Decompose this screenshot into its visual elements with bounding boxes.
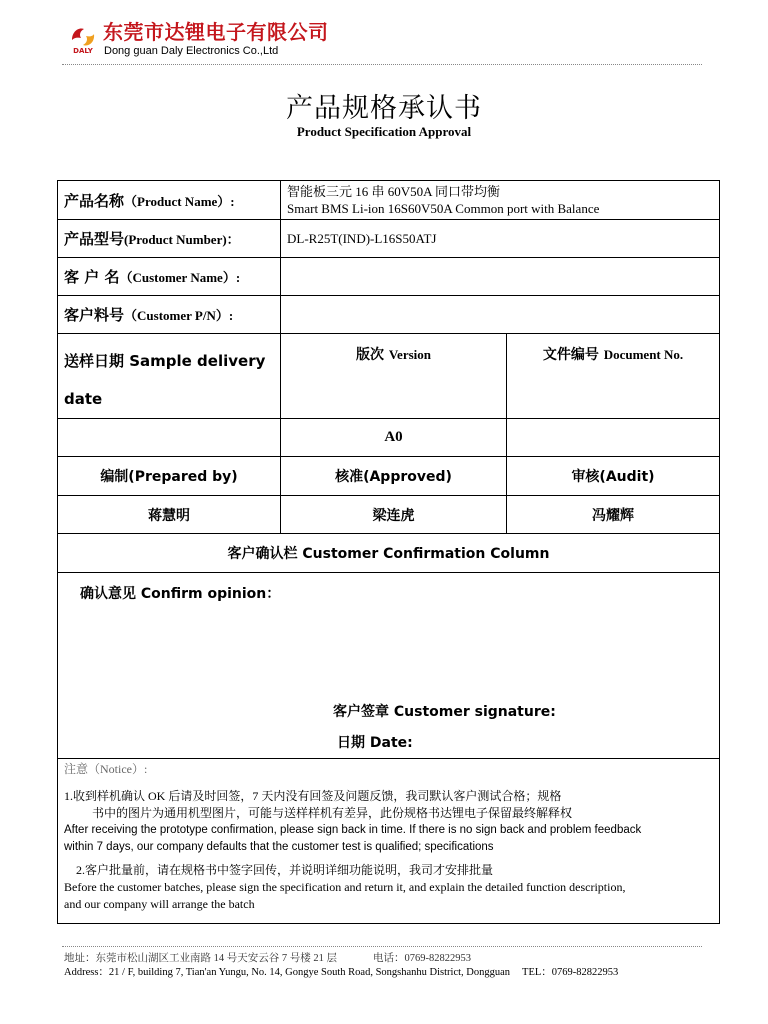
row-notice <box>58 759 720 924</box>
prepared-by-label: 编制(Prepared by) <box>58 457 281 496</box>
prepared-by-name: 蒋慧明 <box>58 496 281 534</box>
document-title-cn: 产品规格承认书 <box>286 93 482 124</box>
audit-label: 审核(Audit) <box>507 457 720 496</box>
row-product-name <box>58 181 720 220</box>
footer-address-en-text: Address：21 / F, building 7, Tian'an Yungu, No. 14, Gongye South Road, Songshanhu District, Dongguan <box>64 967 511 978</box>
row-signoff-names <box>58 496 720 534</box>
company-name-cn: 东莞市达锂电子有限公司 <box>103 20 329 44</box>
footer-address-en <box>64 964 618 979</box>
sample-delivery-label: 送样日期 Sample delivery date <box>58 334 281 419</box>
product-name-value: 智能板三元 16 串 60V50A 同口带均衡 Smart BMS Li-ion 16S60V50A Common port with Balance <box>281 181 720 220</box>
confirm-opinion-label: 确认意见 Confirm opinion： <box>80 586 281 602</box>
customer-name-field[interactable] <box>281 258 720 296</box>
notice-item2-cn: 2.客户批量前，请在规格书中签字回传，并说明详细功能说明，我司才安排批量 <box>76 863 494 877</box>
notice-item1-cn-line1: 1.收到样机确认 OK 后请及时回签，7 天内没有回签及问题反馈，我司默认客户测试合格；规格 <box>64 789 562 803</box>
company-logo <box>68 24 98 54</box>
confirm-opinion-area[interactable] <box>58 573 720 759</box>
row-product-number <box>58 220 720 258</box>
product-name-label: 产品名称（Product Name）: <box>58 181 281 220</box>
notice-title: 注意（Notice）: <box>64 762 148 776</box>
document-no-header: 文件编号 Document No. <box>507 334 720 419</box>
notice-item1-cn-line2: 书中的图片为通用机型图片，可能与送样样机有差异，此份规格书达锂电子保留最终解释权 <box>92 806 573 820</box>
date-label: 日期 Date: <box>337 735 413 751</box>
footer-address-cn-text: 地址：东莞市松山湖区工业南路 14 号天安云谷 7 号楼 21 层 <box>64 953 337 964</box>
customer-signature-label: 客户签章 Customer signature: <box>333 704 556 720</box>
document-no-value <box>507 419 720 457</box>
row-version-values <box>58 419 720 457</box>
approved-name: 梁连虎 <box>281 496 507 534</box>
approved-label: 核准(Approved) <box>281 457 507 496</box>
product-number-label: 产品型号(Product Number)： <box>58 220 281 258</box>
customer-pn-field[interactable] <box>281 296 720 334</box>
audit-name: 冯耀辉 <box>507 496 720 534</box>
document-title-en: Product Specification Approval <box>296 124 472 139</box>
notice-item2-en-line1: Before the customer batches, please sign the specification and return it, and explain the detailed function description, <box>64 880 626 894</box>
footer-divider <box>62 946 702 947</box>
customer-name-label: 客 户 名（Customer Name）: <box>58 258 281 296</box>
row-confirm-area <box>58 573 720 759</box>
row-customer-column <box>58 534 720 573</box>
footer-address-cn <box>64 950 471 965</box>
version-value: A0 <box>281 419 507 457</box>
row-signoff-labels <box>58 457 720 496</box>
customer-pn-label: 客户料号（Customer P/N）: <box>58 296 281 334</box>
row-customer-pn <box>58 296 720 334</box>
spec-table <box>57 180 720 924</box>
notice-item1-en-line2: within 7 days, our company defaults that the customer test is qualified; specifications <box>64 841 494 853</box>
sample-delivery-date-field[interactable] <box>58 419 281 457</box>
row-version-header <box>58 334 720 419</box>
row-customer-name <box>58 258 720 296</box>
logo-text: DALY <box>73 47 93 54</box>
notice-item2-en-line2: and our company will arrange the batch <box>64 897 255 911</box>
customer-confirmation-heading: 客户确认栏 Customer Confirmation Column <box>58 534 720 573</box>
version-header: 版次 Version <box>281 334 507 419</box>
notice-area <box>58 759 720 924</box>
product-number-value: DL-R25T(IND)-L16S50ATJ <box>281 220 720 258</box>
footer-tel-en: TEL：0769-82822953 <box>522 967 619 978</box>
company-name-en: Dong guan Daly Electronics Co.,Ltd <box>104 45 279 57</box>
header-divider <box>62 64 702 65</box>
footer-tel-cn: 电话：0769-82822953 <box>373 953 471 964</box>
notice-item1-en-line1: After receiving the prototype confirmation, please sign back in time. If there is no sign back and problem feedback <box>64 824 642 836</box>
